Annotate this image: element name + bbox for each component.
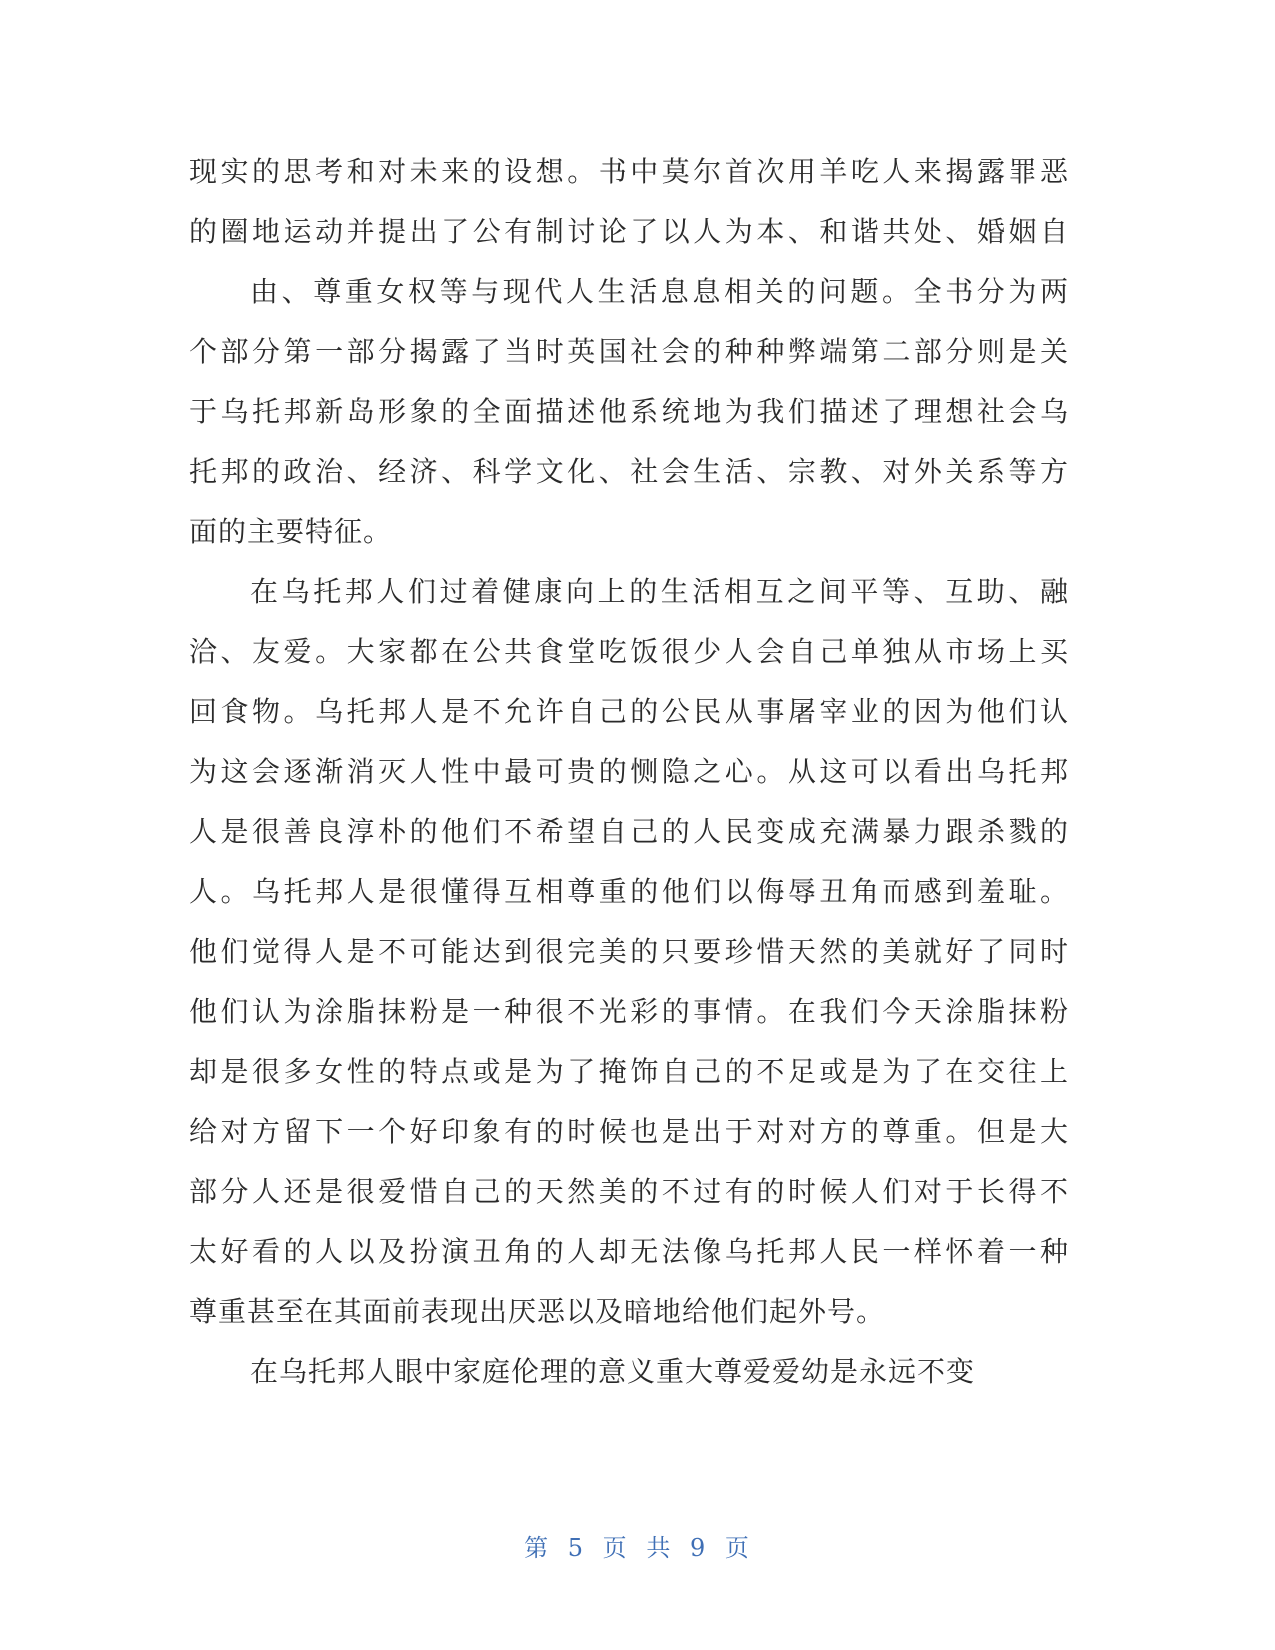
paragraph-start-line: 在乌托邦人们过着健康向上的生活相互之间平等、互助、融 [250,575,1069,608]
text-line: 个部分第一部分揭露了当时英国社会的种种弊端第二部分则是关 [189,335,1069,368]
text-line: 回食物。乌托邦人是不允许自己的公民从事屠宰业的因为他们认 [189,695,1069,728]
text-line: 为这会逐渐消灭人性中最可贵的恻隐之心。从这可以看出乌托邦 [189,755,1069,788]
total-page-number: 9 [689,1534,708,1562]
text-line: 部分人还是很爱惜自己的天然美的不过有的时候人们对于长得不 [189,1175,1069,1208]
total-label-prefix: 共 [646,1534,673,1562]
text-line: 的圈地运动并提出了公有制讨论了以人为本、和谐共处、婚姻自 [189,215,1069,248]
text-line: 洽、友爱。大家都在公共食堂吃饭很少人会自己单独从市场上买 [189,635,1069,668]
text-line: 尊重甚至在其面前表现出厌恶以及暗地给他们起外号。 [189,1295,886,1328]
text-line: 给对方留下一个好印象有的时候也是出于对对方的尊重。但是大 [189,1115,1069,1148]
page-label-suffix: 页 [724,1534,751,1562]
current-page-number: 5 [567,1534,586,1562]
page-label-prefix: 第 [524,1534,551,1562]
page-label-word: 页 [602,1534,629,1562]
text-line: 他们觉得人是不可能达到很完美的只要珍惜天然的美就好了同时 [189,935,1069,968]
body-text [189,142,1069,1402]
text-line: 人是很善良淳朴的他们不希望自己的人民变成充满暴力跟杀戮的 [189,815,1069,848]
text-line: 于乌托邦新岛形象的全面描述他系统地为我们描述了理想社会乌 [189,395,1069,428]
text-line: 却是很多女性的特点或是为了掩饰自己的不足或是为了在交往上 [189,1055,1069,1088]
text-line: 他们认为涂脂抹粉是一种很不光彩的事情。在我们今天涂脂抹粉 [189,995,1069,1028]
text-line: 太好看的人以及扮演丑角的人却无法像乌托邦人民一样怀着一种 [189,1235,1069,1268]
text-line: 人。乌托邦人是很懂得互相尊重的他们以侮辱丑角而感到羞耻。 [189,875,1069,908]
text-line: 面的主要特征。 [189,515,393,548]
paragraph-start-line: 在乌托邦人眼中家庭伦理的意义重大尊爱爱幼是永远不变 [250,1355,976,1388]
text-line: 现实的思考和对未来的设想。书中莫尔首次用羊吃人来揭露罪恶 [189,155,1069,188]
page-number-footer [0,1528,1275,1563]
text-line: 由、尊重女权等与现代人生活息息相关的问题。全书分为两 [250,275,1069,308]
text-line: 托邦的政治、经济、科学文化、社会生活、宗教、对外关系等方 [189,455,1069,488]
